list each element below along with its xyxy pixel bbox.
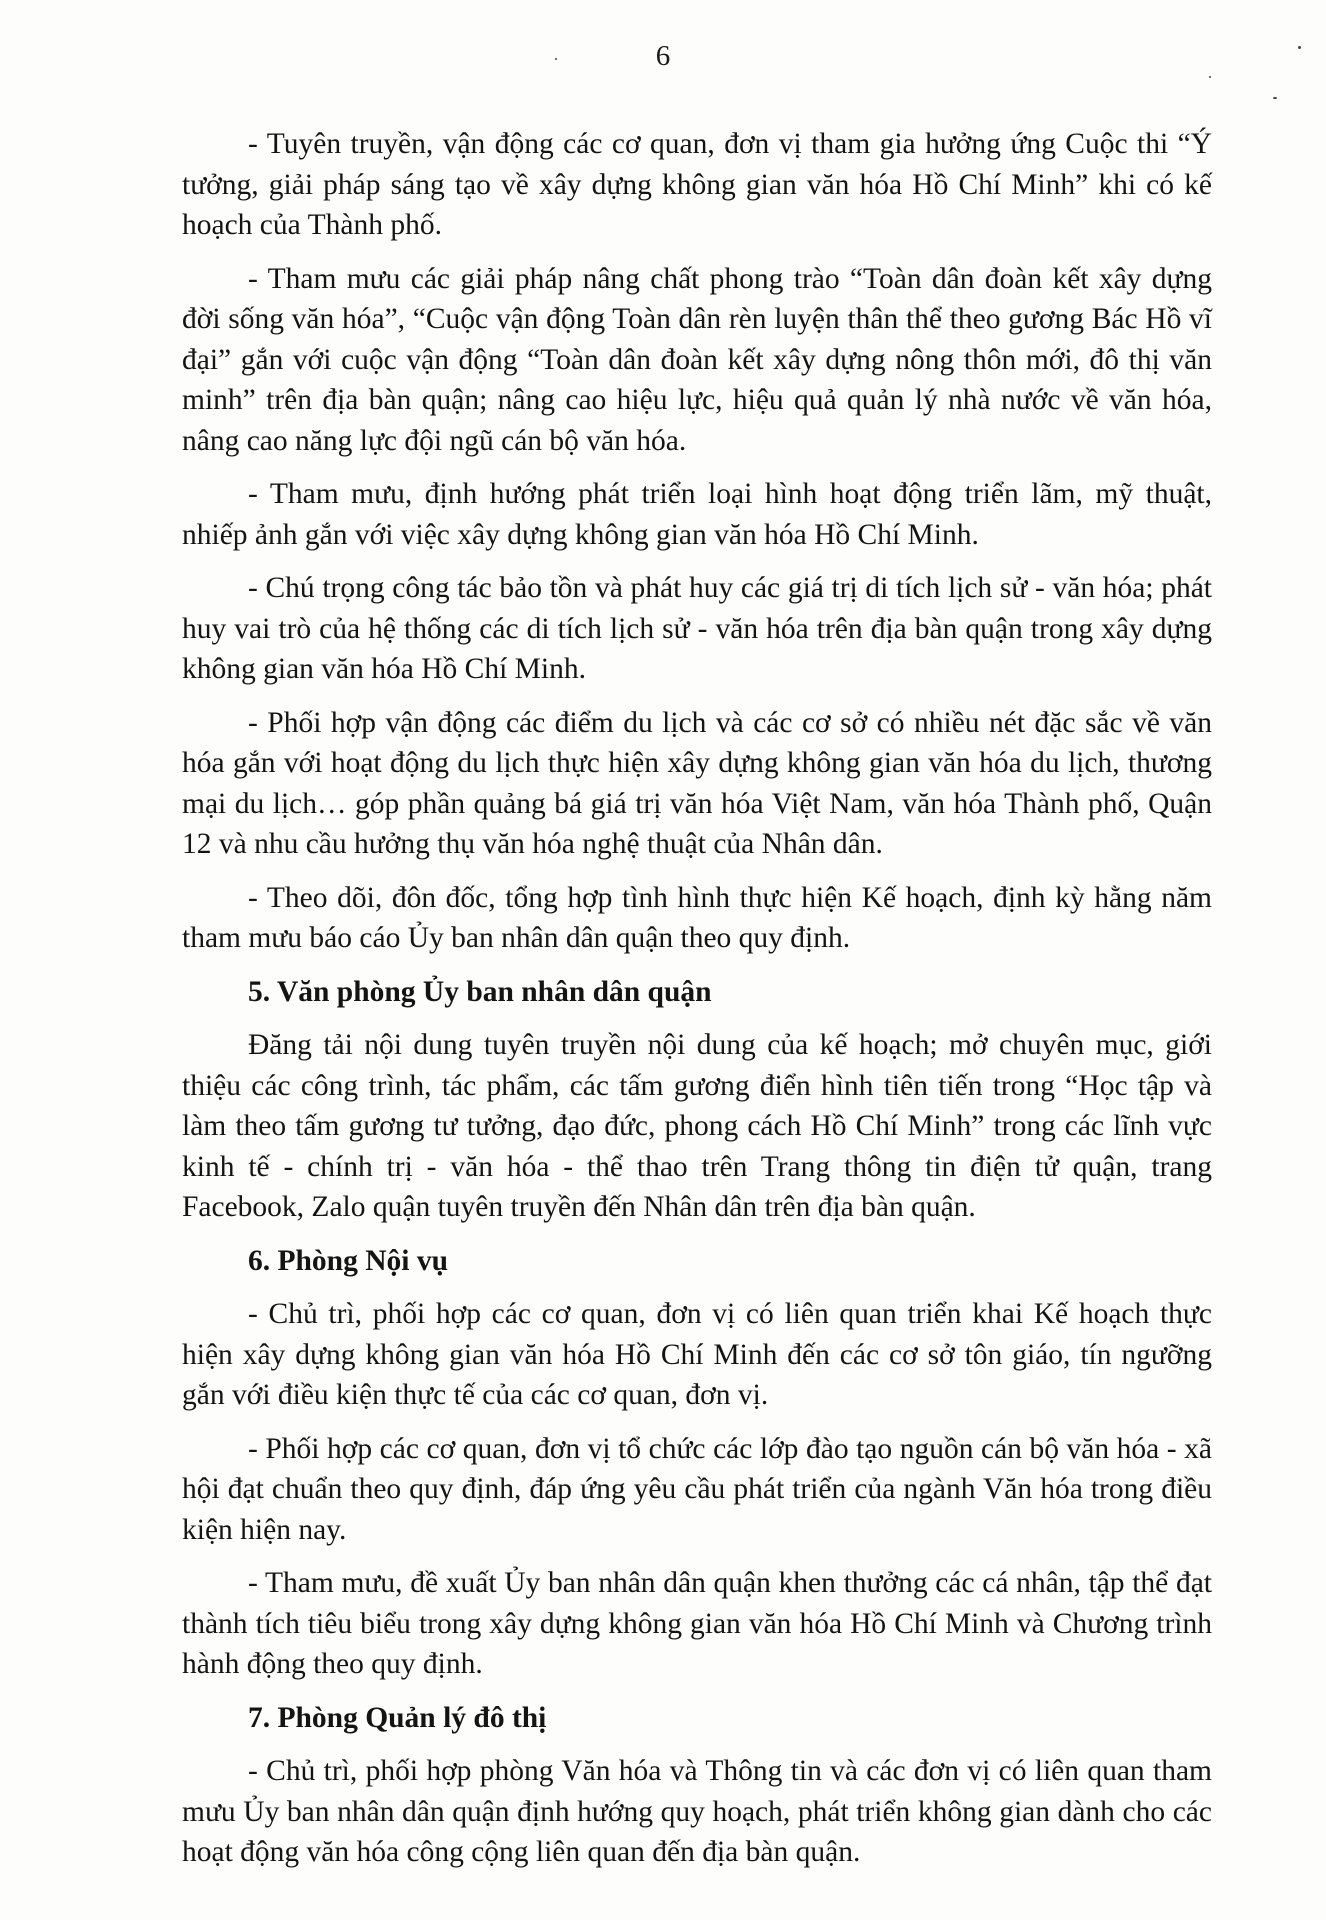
scan-speck [1298,46,1301,49]
scan-speck [555,58,557,60]
document-body [182,124,1212,1886]
paragraph: Đăng tải nội dung tuyên truyền nội dung của kế hoạch; mở chuyên mục, giới thiệu các công trình, tác phẩm, các tấm gương điển hình tiên tiến trong “Học tập và làm theo tấm gương tư tưởng, đạo đức, phong cách Hồ Chí Minh” trong các lĩnh vực kinh tế - chính trị - văn hóa - thể thao trên Trang thông tin điện tử quận, trang Facebook, Zalo quận tuyên truyền đến Nhân dân trên địa bàn quận. [182,1029,1212,1223]
paragraph: - Chú trọng công tác bảo tồn và phát huy các giá trị di tích lịch sử - văn hóa; phát huy vai trò của hệ thống các di tích lịch sử - văn hóa trên địa bàn quận trong xây dựng không gian văn hóa Hồ Chí Minh. [182,572,1212,685]
paragraph: - Phối hợp vận động các điểm du lịch và các cơ sở có nhiều nét đặc sắc về văn hóa gắn với hoạt động du lịch thực hiện xây dựng không gian văn hóa du lịch, thương mại du lịch… góp phần quảng bá giá trị văn hóa Việt Nam, văn hóa Thành phố, Quận 12 và nhu cầu hưởng thụ văn hóa nghệ thuật của Nhân dân. [182,706,1212,860]
paragraph: - Tham mưu, định hướng phát triển loại hình hoạt động triển lãm, mỹ thuật, nhiếp ảnh gắn với việc xây dựng không gian văn hóa Hồ Chí Minh. [182,478,1212,551]
paragraph: - Chủ trì, phối hợp các cơ quan, đơn vị có liên quan triển khai Kế hoạch thực hiện xây dựng không gian văn hóa Hồ Chí Minh đến các cơ sở tôn giáo, tín ngưỡng gắn với điều kiện thực tế của các cơ quan, đơn vị. [182,1298,1212,1411]
scan-speck [1273,97,1277,99]
paragraph: - Tuyên truyền, vận động các cơ quan, đơn vị tham gia hưởng ứng Cuộc thi “Ý tưởng, giải pháp sáng tạo về xây dựng không gian văn hóa Hồ Chí Minh” khi có kế hoạch của Thành phố. [182,128,1212,241]
section-heading: 5. Văn phòng Ủy ban nhân dân quận [248,975,712,1008]
paragraph: - Tham mưu, đề xuất Ủy ban nhân dân quận khen thưởng các cá nhân, tập thể đạt thành tích tiêu biểu trong xây dựng không gian văn hóa Hồ Chí Minh và Chương trình hành động theo quy định. [182,1567,1212,1680]
scan-speck [1209,76,1211,78]
paragraph: - Chủ trì, phối hợp phòng Văn hóa và Thông tin và các đơn vị có liên quan tham mưu Ủy ban nhân dân quận định hướng quy hoạch, phát triển không gian dành cho các hoạt động văn hóa công cộng liên quan đến địa bàn quận. [182,1755,1212,1868]
section-heading: 6. Phòng Nội vụ [248,1244,448,1277]
paragraph: - Tham mưu các giải pháp nâng chất phong trào “Toàn dân đoàn kết xây dựng đời sống văn hóa”, “Cuộc vận động Toàn dân rèn luyện thân thể theo gương Bác Hồ vĩ đại” gắn với cuộc vận động “Toàn dân đoàn kết xây dựng nông thôn mới, đô thị văn minh” trên địa bàn quận; nâng cao hiệu lực, hiệu quả quản lý nhà nước về văn hóa, nâng cao năng lực đội ngũ cán bộ văn hóa. [182,262,1212,457]
paragraph: - Theo dõi, đôn đốc, tổng hợp tình hình thực hiện Kế hoạch, định kỳ hằng năm tham mưu báo cáo Ủy ban nhân dân quận theo quy định. [182,881,1212,954]
section-heading: 7. Phòng Quản lý đô thị [248,1701,547,1734]
page-number: 6 [655,40,671,72]
paragraph: - Phối hợp các cơ quan, đơn vị tổ chức các lớp đào tạo nguồn cán bộ văn hóa - xã hội đạt chuẩn theo quy định, đáp ứng yêu cầu phát triển của ngành Văn hóa trong điều kiện hiện nay. [182,1432,1212,1546]
